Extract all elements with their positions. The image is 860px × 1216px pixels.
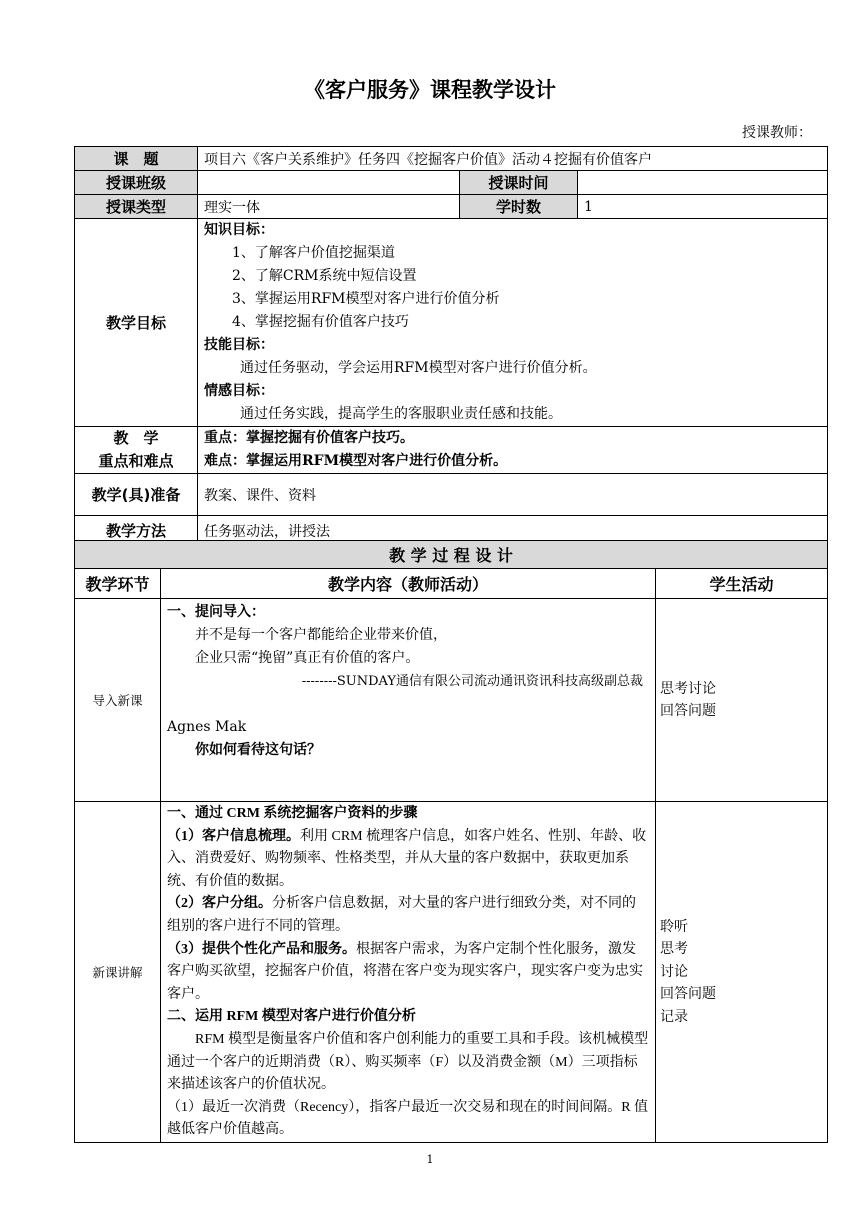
keypoints-label-line1: 教 学 (113, 429, 159, 447)
intro-author: Agnes Mak (167, 719, 247, 735)
keypoints-content (198, 427, 828, 474)
student-activity-item: 聆听 (660, 918, 688, 935)
intro-line: 企业只需“挽留”真正有价值的客户。 (195, 650, 420, 666)
time-label: 授课时间 (460, 171, 578, 195)
intro-content (161, 599, 656, 802)
intro-quote: --------SUNDAY通信有限公司流动通讯资讯科技高级副总裁 (301, 674, 643, 689)
student-activity-item: 思考讨论 (660, 680, 716, 697)
new-lesson-student-activity (656, 802, 828, 1143)
document-title: 《客户服务》课程教学设计 (304, 78, 556, 102)
stage-intro: 导入新课 (75, 599, 161, 802)
topic-label: 课 题 (75, 147, 198, 171)
type-value: 理实一体 (198, 195, 460, 219)
method-value: 任务驱动法，讲授法 (198, 516, 828, 546)
knowledge-item: 3、掌握运用RFM模型对客户进行价值分析 (232, 291, 500, 307)
paragraph-3 (167, 939, 649, 1007)
goals-label: 教学目标 (75, 219, 198, 427)
intro-line: 并不是每一个客户都能给企业带来价值， (195, 627, 447, 643)
emotion-title: 情感目标： (204, 383, 274, 399)
teacher-label: 授课教师： (742, 125, 812, 141)
topic-value: 项目六《客户关系维护》任务四《挖掘客户价值》活动４挖掘有价值客户 (198, 147, 828, 171)
paragraph-1-lead: （1）客户信息梳理。 (167, 828, 300, 844)
new-lesson-content (161, 802, 656, 1143)
section2-heading: 二、运用 RFM 模型对客户进行价值分析 (167, 1009, 416, 1025)
type-label: 授课类型 (75, 195, 198, 219)
col-content-header: 教学内容（教师活动） (161, 569, 656, 599)
rfm-item-1: （1）最近一次消费（Recency），指客户最近一次交易和现在的时间间隔。R 值越低客户价值越高。 (167, 1099, 649, 1138)
student-activity-item: 讨论 (660, 963, 688, 980)
prep-label: 教学(具)准备 (75, 474, 198, 516)
knowledge-item: 4、掌握挖掘有价值客户技巧 (232, 314, 409, 330)
paragraph-1 (167, 826, 649, 894)
knowledge-title: 知识目标： (204, 222, 274, 238)
skill-title: 技能目标： (204, 337, 274, 353)
hours-value: 1 (578, 195, 828, 219)
paragraph-3-text: 根据客户需求，为客户定制个性化服务，激发客户购买欲望，挖掘客户价值，将潜在客户变为现实客户，现实客户变为忠实客户。 (167, 941, 643, 1002)
intro-heading: 一、提问导入： (167, 604, 265, 620)
col-stage-header: 教学环节 (75, 569, 161, 599)
keypoints-label-line2: 重点和难点 (98, 452, 174, 470)
section1-heading: 一、通过 CRM 系统挖掘客户资料的步骤 (167, 806, 418, 821)
process-title: 教 学 过 程 设 计 (75, 541, 828, 569)
paragraph-3-lead: （3）提供个性化产品和服务。 (167, 941, 356, 957)
student-activity-item: 思考 (660, 941, 688, 958)
method-label: 教学方法 (75, 516, 198, 546)
paragraph-2 (167, 893, 649, 938)
class-value (198, 171, 460, 195)
paragraph-2-lead: （2）客户分组。 (167, 896, 272, 912)
time-value (578, 171, 828, 195)
stage-new-lesson: 新课讲解 (75, 802, 161, 1143)
col-student-header: 学生活动 (656, 569, 828, 599)
emotion-text: 通过任务实践，提高学生的客服职业责任感和技能。 (240, 406, 562, 422)
teaching-process-table (74, 540, 828, 1143)
course-info-table (74, 146, 828, 546)
goals-content (198, 219, 828, 427)
difficult-point: 难点：掌握运用RFM模型对客户进行价值分析。 (204, 453, 508, 469)
intro-question: 你如何看待这句话？ (195, 742, 321, 758)
hours-label: 学时数 (460, 195, 578, 219)
intro-student-activity (656, 599, 828, 802)
knowledge-item: 2、了解CRM系统中短信设置 (232, 268, 417, 284)
student-activity-item: 回答问题 (660, 703, 716, 719)
paragraph-1-text: 利用 CRM 梳理客户信息，如客户姓名、性别、年龄、收入、消费爱好、购物频率、性格类型，并从大量的客户数据中，获取更加系统、有价值的数据。 (167, 828, 647, 889)
skill-text: 通过任务驱动，学会运用RFM模型对客户进行价值分析。 (240, 360, 597, 376)
paragraph-2-text: 分析客户信息数据，对大量的客户进行细致分类，对不同的组别的客户进行不同的管理。 (167, 896, 636, 934)
key-point: 重点：掌握挖掘有价值客户技巧。 (204, 430, 414, 446)
section2-paragraph: RFM 模型是衡量客户价值和客户创利能力的重要工具和手段。该机械模型通过一个客户的近期消费（R）、购买频率（F）以及消费金额（M）三项指标来描述该客户的价值状况。 (167, 1031, 649, 1093)
page-number: 1 (426, 1153, 434, 1166)
student-activity-item: 回答问题 (660, 986, 716, 1003)
student-activity-item: 记录 (660, 1008, 688, 1025)
class-label: 授课班级 (75, 171, 198, 195)
knowledge-item: 1、了解客户价值挖掘渠道 (232, 245, 395, 261)
keypoints-label (75, 427, 198, 474)
prep-value: 教案、课件、资料 (198, 474, 828, 516)
